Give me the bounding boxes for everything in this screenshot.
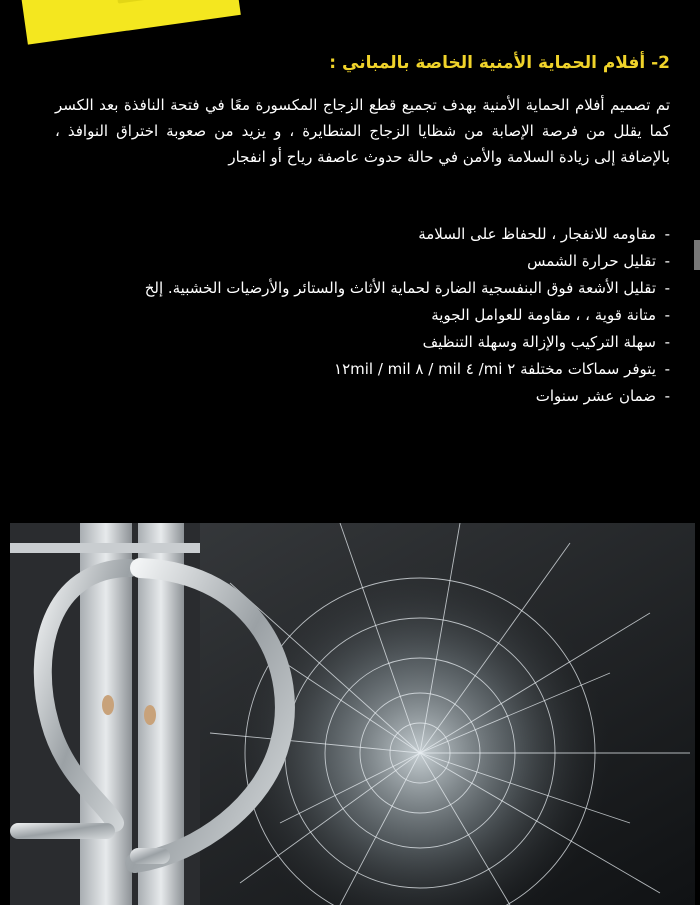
- feature-item: - متانة قوية ، ، مقاومة للعوامل الجوية: [55, 302, 670, 329]
- scrollbar-thumb[interactable]: [694, 240, 700, 270]
- section-content: [55, 52, 670, 410]
- feature-item: - تقليل الأشعة فوق البنفسجية الضارة لحماية الأثاث والستائر والأرضيات الخشبية. إلخ: [55, 275, 670, 302]
- feature-item: - تقليل حرارة الشمس: [55, 248, 670, 275]
- shattered-glass-photo: [10, 523, 695, 905]
- feature-item: - ضمان عشر سنوات: [55, 383, 670, 410]
- feature-item: - مقاومه للانفجار ، للحفاظ على السلامة: [55, 221, 670, 248]
- features-list: [55, 221, 670, 410]
- door-lock-cylinder: [144, 705, 156, 725]
- intro-paragraph: تم تصميم أفلام الحماية الأمنية بهدف تجميع قطع الزجاج المكسورة معًا في فتحة النافذة بعد الكسر كما يقلل من فرصة الإصابة من شظايا الزجاج المتطايرة ، و يزيد من صعوبة اختراق النوافذ ، بالإضافة إلى زيادة السلامة والأمن في حالة حدوث عاصفة رياح أو انفجار: [55, 95, 670, 167]
- feature-item: - سهلة التركيب والإزالة وسهلة التنظيف: [55, 329, 670, 356]
- sticky-note-decoration: [18, 0, 241, 45]
- door-lock-cylinder: [102, 695, 114, 715]
- section-heading: 2- أفلام الحماية الأمنية الخاصة بالمباني :: [329, 53, 670, 73]
- feature-item: - يتوفر سماكات مختلفة ٢ mi/ ٤ mil / ٨ mil / ١٢mil: [55, 356, 670, 383]
